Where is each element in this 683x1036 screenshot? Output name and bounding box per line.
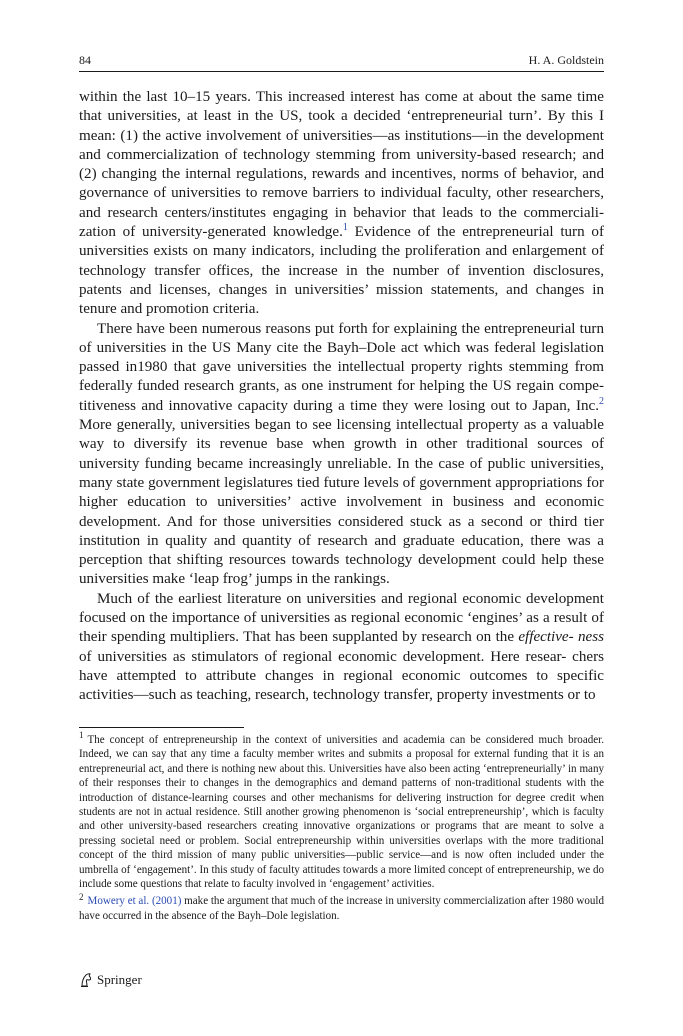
running-header: [79, 50, 604, 70]
footnote-number-1: 1: [79, 730, 84, 741]
page-number: 84: [79, 53, 91, 67]
springer-horse-icon: [79, 972, 93, 988]
running-head-author: H. A. Goldstein: [528, 53, 604, 67]
footnotes: [79, 730, 605, 926]
paragraph-3: Much of the earliest literature on universities and regional economic development focused on the importance of universities as regional economic ‘engines’ as a result of their spending multipliers. That has been supplanted by research on the effective- ness of universities as stimulators of regional economic development. Here resear- chers have attempted to attribute changes in regional economic outcomes to specific activities—such as teaching, research, technology transfer, property investments or to: [79, 590, 604, 704]
paragraph-1: within the last 10–15 years. This increased interest has come at about the same time that universities, at least in the US, took a decided ‘entrepreneurial turn’. By this I mean: (1) the active involvement of universities—as institutions—in the development and commercialization of technology stemming from university-based research; and (2) changing the internal regulations, rewards and incentives, norms of behavior, and governance of universities to remove barriers to individual faculty, other researchers, and research centers/institutes engaging in behavior that leads to the commerciali- zation of university-generated knowledge.$^1$ Evidence of the entrepreneurial turn of universities exists on many indicators, including the proliferation and enlargement of technology transfer offices, the increase in the number of invention disclosures, patents and licenses, changes in universities’ mission statements, and changes in tenure and promotion criteria.: [79, 89, 604, 318]
footnote-ref-1[interactable]: 1: [342, 222, 348, 234]
footnote-2: $^2$ Mowery et al. (2001) make the argument that much of the increase in university commercialization after 1980 would have occurred in the absence of the Bayh–Dole legislation.: [79, 891, 605, 922]
footnote-1: $^1$ The concept of entrepreneurship in the context of universities and academia can be considered much broader. Indeed, we can say that any time a faculty member writes and submits a proposal for external funding that it is an entrepreneurial act, and there is nothing new about this. Universities have also been acting ‘entrepreneurially’ in many of their responses their to changes in the demographics and demand patterns of non-traditional students with the introduction of distance-learning courses and other mechanisms for delivering instruction for degree credit when students are not in actual residence. Still another growing phenomenon is ‘social entrepreneurship’, which is faculty and other university-based researchers creating innovative organizations or programs that are meant to solve a pressing societal need or problem. Social entrepreneurship within universities overlaps with the more traditional concept of the third mission of many public universities—public service—and is now often included under the umbrella of ‘engagement’. In this study of faculty attitudes towards a more limited concept of entrepreneurship, we do include some questions that relate to faculty involved in ‘engagement’ activities.: [79, 730, 604, 891]
publisher-footer: [79, 970, 142, 990]
footnote-number-2: 2: [79, 891, 84, 902]
header-rule: [79, 71, 604, 72]
citation-link[interactable]: Mowery et al. (2001): [87, 895, 182, 908]
paragraph-2: There have been numerous reasons put forth for explaining the entrepreneurial turn of universities in the US Many cite the Bayh–Dole act which was federal legislation passed in1980 that gave universities the intellectual property rights stemming from federally funded research grants, as one instrument for helping the US regain compe- titiveness and innovative capacity during a time they were losing out to Japan, Inc.$^2$ More generally, universities began to see licensing intellectual property as a valuable way to diversify its revenue base when growth in other traditional sources of university funding became increasingly unreliable. In the case of public universities, many state government legislatures tied future levels of government appropriations for higher education to universities’ active involvement in business and economic development. And for those universities considered stuck as a second or third tier institution in quality and quantity of research and graduate education, there was a perception that shifting resources towards technology development could help these universities make ‘leap frog’ jumps in the rankings.: [79, 320, 604, 588]
emphasis-effectiveness: effective- ness: [518, 629, 604, 646]
body-text: [79, 88, 604, 706]
footnote-ref-2[interactable]: 2: [599, 395, 604, 407]
footnote-rule: [79, 727, 244, 728]
publisher-name: Springer: [97, 972, 142, 987]
